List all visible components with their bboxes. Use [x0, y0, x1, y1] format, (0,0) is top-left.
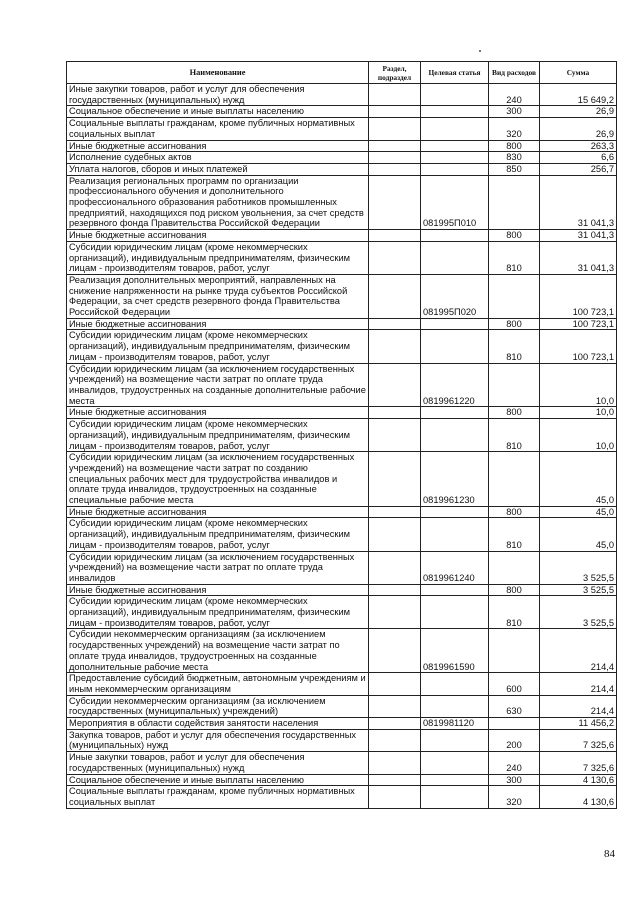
table-row	[67, 506, 617, 518]
row-section	[369, 419, 421, 452]
table-row	[67, 241, 617, 274]
row-name: Закупка товаров, работ и услуг для обеспечения государственных (муниципальных) нужд	[67, 729, 369, 751]
row-target	[421, 241, 489, 274]
row-target	[421, 318, 489, 330]
row-kind	[489, 274, 540, 318]
row-target	[421, 407, 489, 419]
row-section	[369, 84, 421, 106]
row-sum: 15 649,2	[540, 84, 617, 106]
row-target	[421, 118, 489, 140]
row-target	[421, 419, 489, 452]
row-kind: 830	[489, 152, 540, 164]
row-sum: 7 325,6	[540, 752, 617, 774]
row-section	[369, 106, 421, 118]
row-target	[421, 230, 489, 242]
row-section	[369, 729, 421, 751]
row-kind: 200	[489, 729, 540, 751]
row-sum: 256,7	[540, 163, 617, 175]
row-sum: 26,9	[540, 118, 617, 140]
row-section	[369, 518, 421, 551]
row-name: Иные бюджетные ассигнования	[67, 407, 369, 419]
row-section	[369, 363, 421, 407]
row-sum: 4 130,6	[540, 774, 617, 786]
table-row	[67, 419, 617, 452]
header-name: Наименование	[67, 62, 369, 84]
row-target	[421, 330, 489, 363]
row-name: Предоставление субсидий бюджетным, автономным учреждениям и иным некоммерческим организациям	[67, 673, 369, 695]
row-kind: 800	[489, 506, 540, 518]
table-row	[67, 718, 617, 730]
row-kind: 320	[489, 786, 540, 808]
row-name: Социальные выплаты гражданам, кроме публичных нормативных социальных выплат	[67, 786, 369, 808]
row-sum: 10,0	[540, 363, 617, 407]
row-sum: 6,6	[540, 152, 617, 164]
table-row	[67, 629, 617, 673]
row-sum: 214,4	[540, 695, 617, 717]
row-kind	[489, 551, 540, 584]
row-name: Реализация дополнительных мероприятий, направленных на снижение напряженности на рынке труда субъектов Российской Федерации, за счет средств резервного фонда Правительства Российской Федерации	[67, 274, 369, 318]
table-row	[67, 318, 617, 330]
table-row	[67, 452, 617, 507]
table-row	[67, 584, 617, 596]
header-sum: Сумма	[540, 62, 617, 84]
row-name: Иные бюджетные ассигнования	[67, 318, 369, 330]
table-row	[67, 163, 617, 175]
row-name: Социальные выплаты гражданам, кроме публичных нормативных социальных выплат	[67, 118, 369, 140]
page-number: 84	[604, 848, 615, 860]
row-target	[421, 673, 489, 695]
row-section	[369, 673, 421, 695]
row-target: 081995П020	[421, 274, 489, 318]
row-kind: 810	[489, 518, 540, 551]
table-row	[67, 729, 617, 751]
row-target: 081995П010	[421, 175, 489, 230]
row-section	[369, 163, 421, 175]
header-kind: Вид расходов	[489, 62, 540, 84]
row-name: Иные бюджетные ассигнования	[67, 140, 369, 152]
row-name: Уплата налогов, сборов и иных платежей	[67, 163, 369, 175]
row-name: Мероприятия в области содействия занятости населения	[67, 718, 369, 730]
row-kind: 850	[489, 163, 540, 175]
row-target	[421, 596, 489, 629]
row-sum: 11 456,2	[540, 718, 617, 730]
row-section	[369, 774, 421, 786]
table-row	[67, 673, 617, 695]
row-section	[369, 452, 421, 507]
row-sum: 3 525,5	[540, 551, 617, 584]
table-row	[67, 175, 617, 230]
table-row	[67, 518, 617, 551]
row-target	[421, 518, 489, 551]
row-section	[369, 241, 421, 274]
row-sum: 3 525,5	[540, 584, 617, 596]
row-section	[369, 330, 421, 363]
row-kind: 800	[489, 140, 540, 152]
row-section	[369, 140, 421, 152]
row-name: Субсидии юридическим лицам (за исключением государственных учреждений) на возмещение части затрат по оплате труда инвалидов, трудоустренных на созданные дополнительные рабочие места	[67, 363, 369, 407]
row-kind: 600	[489, 673, 540, 695]
header-target: Целевая статья	[421, 62, 489, 84]
row-target	[421, 584, 489, 596]
row-name: Иные закупки товаров, работ и услуг для обеспечения государственных (муниципальных) нужд	[67, 752, 369, 774]
row-name: Исполнение судебных актов	[67, 152, 369, 164]
row-section	[369, 152, 421, 164]
header-section: Раздел, подраздел	[369, 62, 421, 84]
row-section	[369, 407, 421, 419]
row-name: Иные бюджетные ассигнования	[67, 230, 369, 242]
scan-speck	[479, 50, 481, 52]
row-target	[421, 152, 489, 164]
row-sum: 45,0	[540, 452, 617, 507]
row-section	[369, 695, 421, 717]
row-name: Субсидии юридическим лицам (кроме некоммерческих организаций), индивидуальным предпринимателям, физическим лицам - производителям товаров, работ, услуг	[67, 518, 369, 551]
row-sum: 31 041,3	[540, 230, 617, 242]
row-name: Субсидии юридическим лицам (кроме некоммерческих организаций), индивидуальным предпринимателям, физическим лицам - производителям товаров, работ, услуг	[67, 330, 369, 363]
row-sum: 31 041,3	[540, 175, 617, 230]
table-row	[67, 786, 617, 808]
row-sum: 3 525,5	[540, 596, 617, 629]
row-target	[421, 752, 489, 774]
row-target: 0819961240	[421, 551, 489, 584]
row-name: Субсидии юридическим лицам (за исключением государственных учреждений) на возмещение части затрат по созданию специальных рабочих мест для трудоустройства инвалидов и оплате труда инвалидов, трудоустроенных на созданные специальные рабочие места	[67, 452, 369, 507]
row-target	[421, 774, 489, 786]
row-kind: 810	[489, 330, 540, 363]
row-section	[369, 752, 421, 774]
row-kind	[489, 629, 540, 673]
table-row	[67, 774, 617, 786]
row-target: 0819961220	[421, 363, 489, 407]
row-target	[421, 506, 489, 518]
row-target	[421, 695, 489, 717]
row-name: Субсидии некоммерческим организациям (за исключением государственных (муниципальных) учреждений)	[67, 695, 369, 717]
row-section	[369, 718, 421, 730]
table-row	[67, 551, 617, 584]
row-target	[421, 106, 489, 118]
row-sum: 45,0	[540, 506, 617, 518]
row-kind: 240	[489, 84, 540, 106]
row-sum: 263,3	[540, 140, 617, 152]
table-row	[67, 274, 617, 318]
row-kind: 800	[489, 318, 540, 330]
row-target	[421, 140, 489, 152]
table-row	[67, 330, 617, 363]
row-name: Иные закупки товаров, работ и услуг для обеспечения государственных (муниципальных) нужд	[67, 84, 369, 106]
row-name: Социальное обеспечение и иные выплаты населению	[67, 106, 369, 118]
table-row	[67, 140, 617, 152]
row-kind: 300	[489, 106, 540, 118]
row-target	[421, 84, 489, 106]
row-target: 0819981120	[421, 718, 489, 730]
row-name: Субсидии юридическим лицам (кроме некоммерческих организаций), индивидуальным предпринимателям, физическим лицам - производителям товаров, работ, услуг	[67, 241, 369, 274]
row-kind: 810	[489, 419, 540, 452]
row-name: Иные бюджетные ассигнования	[67, 584, 369, 596]
row-target: 0819961230	[421, 452, 489, 507]
row-kind	[489, 718, 540, 730]
row-section	[369, 786, 421, 808]
row-sum: 4 130,6	[540, 786, 617, 808]
row-sum: 214,4	[540, 673, 617, 695]
row-name: Субсидии некоммерческим организациям (за исключением государственных учреждений) на возмещение части затрат по оплате труда инвалидов, трудоустроенных на созданные дополнительные рабочие места	[67, 629, 369, 673]
row-section	[369, 274, 421, 318]
row-section	[369, 551, 421, 584]
row-sum: 100 723,1	[540, 330, 617, 363]
row-sum: 45,0	[540, 518, 617, 551]
row-kind: 800	[489, 584, 540, 596]
row-sum: 31 041,3	[540, 241, 617, 274]
row-kind: 240	[489, 752, 540, 774]
row-section	[369, 596, 421, 629]
row-section	[369, 629, 421, 673]
table-row	[67, 752, 617, 774]
row-sum: 100 723,1	[540, 318, 617, 330]
row-sum: 26,9	[540, 106, 617, 118]
row-section	[369, 318, 421, 330]
row-name: Реализация региональных программ по организации профессионального обучения и дополнительного профессионального образования работников промышленных предприятий, находящихся под риском увольнения, за счет средств резервного фонда Правительства Российской Федерации	[67, 175, 369, 230]
table-row	[67, 695, 617, 717]
row-target	[421, 163, 489, 175]
row-name: Субсидии юридическим лицам (за исключением государственных учреждений) на возмещение части затрат по оплате труда инвалидов	[67, 551, 369, 584]
row-sum: 7 325,6	[540, 729, 617, 751]
row-kind: 800	[489, 230, 540, 242]
table-row	[67, 84, 617, 106]
row-name: Субсидии юридическим лицам (кроме некоммерческих организаций), индивидуальным предпринимателям, физическим лицам - производителям товаров, работ, услуг	[67, 419, 369, 452]
row-target: 0819961590	[421, 629, 489, 673]
row-kind	[489, 175, 540, 230]
table-row	[67, 363, 617, 407]
table-row	[67, 118, 617, 140]
row-target	[421, 729, 489, 751]
row-sum: 214,4	[540, 629, 617, 673]
header-row	[67, 62, 617, 84]
row-name: Социальное обеспечение и иные выплаты населению	[67, 774, 369, 786]
table-row	[67, 230, 617, 242]
table-row	[67, 596, 617, 629]
row-kind: 810	[489, 596, 540, 629]
table-row	[67, 407, 617, 419]
row-sum: 10,0	[540, 419, 617, 452]
row-section	[369, 118, 421, 140]
row-section	[369, 230, 421, 242]
table-row	[67, 152, 617, 164]
row-name: Иные бюджетные ассигнования	[67, 506, 369, 518]
row-kind: 300	[489, 774, 540, 786]
table-row	[67, 106, 617, 118]
row-section	[369, 506, 421, 518]
row-kind	[489, 452, 540, 507]
table-body	[67, 84, 617, 809]
row-kind	[489, 363, 540, 407]
row-kind: 800	[489, 407, 540, 419]
row-sum: 100 723,1	[540, 274, 617, 318]
row-target	[421, 786, 489, 808]
row-kind: 630	[489, 695, 540, 717]
row-section	[369, 584, 421, 596]
row-section	[369, 175, 421, 230]
row-kind: 810	[489, 241, 540, 274]
row-kind: 320	[489, 118, 540, 140]
row-name: Субсидии юридическим лицам (кроме некоммерческих организаций), индивидуальным предпринимателям, физическим лицам - производителям товаров, работ, услуг	[67, 596, 369, 629]
row-sum: 10,0	[540, 407, 617, 419]
budget-table	[66, 61, 617, 809]
